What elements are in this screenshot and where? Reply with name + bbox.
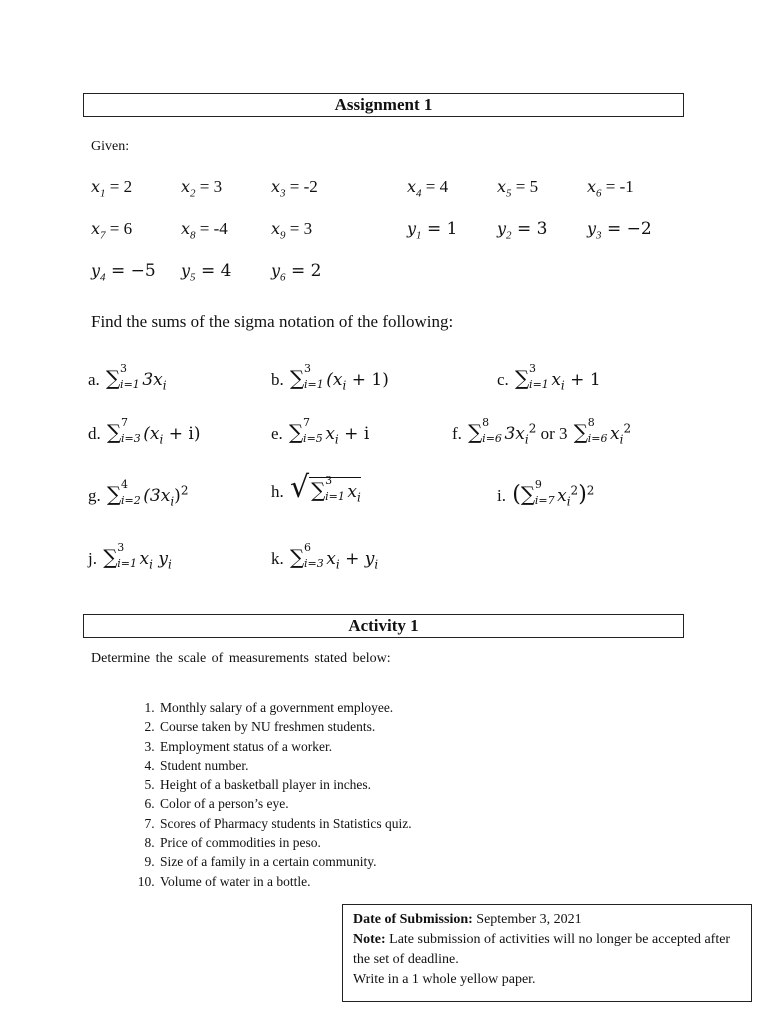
- problem-j: j. ∑ 3 i=1 $x_i$ $y_i$: [88, 541, 172, 572]
- activity-item: 3. Employment status of a worker.: [158, 737, 412, 756]
- activity-items: [120, 698, 412, 891]
- activity-title: Activity 1: [83, 614, 684, 638]
- activity-item: 6. Color of a person’s eye.: [158, 794, 412, 813]
- problem-c: c. ∑ 3 i=1 $x_i + 1$: [497, 362, 601, 393]
- variable-y4: $y_4 = -5$: [91, 261, 156, 284]
- variable-x7: $x_7 = 6$: [91, 219, 133, 242]
- variable-y3: $y_3 = -2$: [587, 219, 652, 242]
- variable-x8: $x_8 = -4$: [181, 219, 228, 242]
- variable-y1: $y_1 = 1$: [407, 219, 458, 242]
- activity-intro: Determine the scale of measurements stated below:: [91, 651, 391, 666]
- variable-y6: $y_6 = 2$: [271, 261, 322, 284]
- date-value: September 3, 2021: [476, 912, 582, 927]
- variable-x1: $x_1 = 2$: [91, 177, 133, 200]
- variable-y5: $y_5 = 4$: [181, 261, 232, 284]
- date-label: Date of Submission:: [353, 912, 473, 927]
- variable-x6: $x_6 = -1$: [587, 177, 634, 200]
- submission-note: [342, 904, 752, 1002]
- variable-x5: $x_5 = 5$: [497, 177, 539, 200]
- instruction-text: Find the sums of the sigma notation of the following:: [91, 312, 454, 331]
- problem-i: i. (∑ 9 i=7 $x_i^2)^2$: [497, 478, 595, 509]
- activity-item: 7. Scores of Pharmacy students in Statistics quiz.: [158, 814, 412, 833]
- problem-b: b. ∑ 3 i=1 $(x_i + 1)$: [271, 362, 389, 393]
- problem-a: a. ∑ 3 i=1 $3x_i$: [88, 362, 167, 393]
- variable-x4: $x_4 = 4$: [407, 177, 449, 200]
- problem-d: d. ∑ 7 i=3 $(x_i + i)$: [88, 416, 201, 447]
- given-label: Given:: [91, 139, 130, 154]
- problem-e: e. ∑ 7 i=5 $x_i + i$: [271, 416, 370, 447]
- activity-item: 2. Course taken by NU freshmen students.: [158, 717, 412, 736]
- note-text: Late submission of activities will no longer be accepted after the set of deadline.: [353, 932, 731, 967]
- activity-item: 8. Price of commodities in peso.: [158, 833, 412, 852]
- note-label: Note:: [353, 932, 386, 947]
- problem-h: h. √ ∑ 3 i=1 $x_i$: [271, 470, 361, 505]
- activity-item: 4. Student number.: [158, 756, 412, 775]
- activity-item: 10. Volume of water in a bottle.: [158, 872, 412, 891]
- variable-y2: $y_2 = 3$: [497, 219, 548, 242]
- write-text: Write in a 1 whole yellow paper.: [353, 972, 536, 987]
- problem-k: k. ∑ 6 i=3 $x_i + y_i$: [271, 541, 379, 572]
- variable-x2: $x_2 = 3$: [181, 177, 223, 200]
- variable-x9: $x_9 = 3$: [271, 219, 313, 242]
- activity-item: 5. Height of a basketball player in inches.: [158, 775, 412, 794]
- activity-item: 1. Monthly salary of a government employee.: [158, 698, 412, 717]
- activity-item: 9. Size of a family in a certain community.: [158, 852, 412, 871]
- variable-x3: $x_3 = -2$: [271, 177, 318, 200]
- problem-f: f. ∑ 8 i=6 $3x_i^2$ or 3 ∑ 8 i=6 $x_i^2$: [452, 416, 632, 447]
- assignment-title: Assignment 1: [83, 93, 684, 117]
- problem-g: g. ∑ 4 i=2 $(3x_i)^2$: [88, 478, 189, 509]
